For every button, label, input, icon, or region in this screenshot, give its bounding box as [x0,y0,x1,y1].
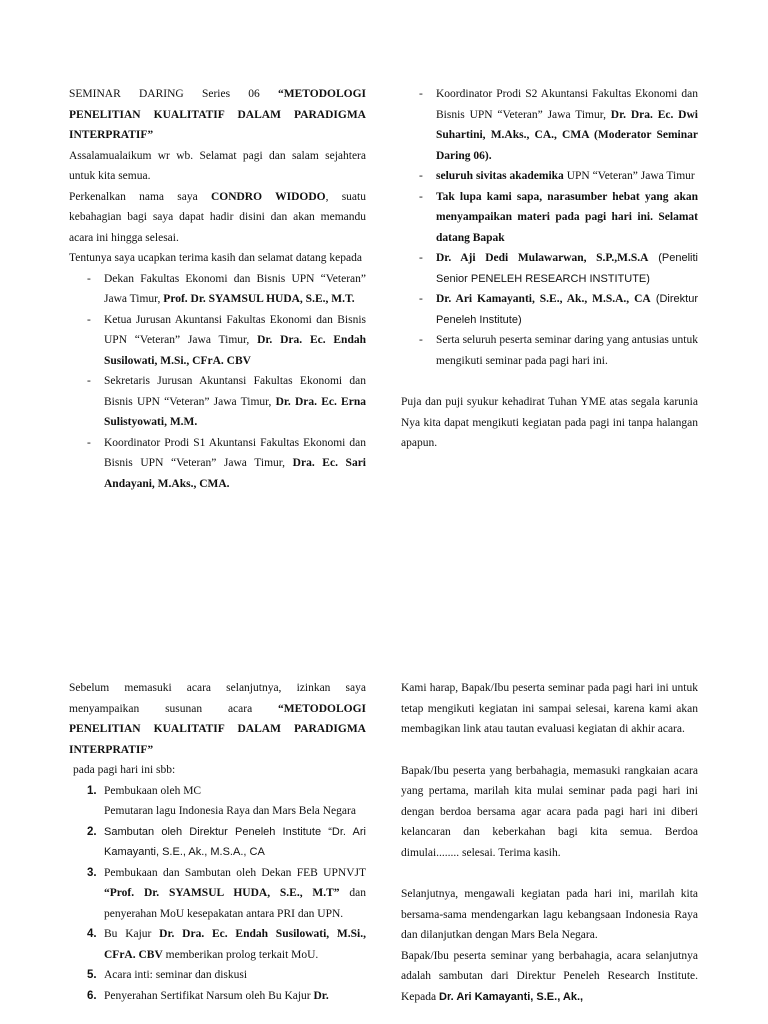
guest-column [401,84,698,454]
greeting: Assalamualaikum wr wb. Selamat pagi dan salam sejahtera untuk kita semua. [69,149,366,182]
item-number: 1. [87,784,97,797]
intro-text-end: , suatu kebahagian bagi saya dapat hadir disini dan akan memandu acara ini hingga selesai. [69,190,366,244]
agenda-intro [69,678,366,760]
agenda-intro-text: Sebelum memasuki acara selanjutnya, izinkan saya menyampaikan susunan acara [69,682,366,715]
guest-name: Dr. Aji Dedi Mulawarwan, S.P.,M.S.A [436,252,649,264]
item-text: Penyerahan Sertifikat Narsum oleh Bu Kajur [104,989,314,1002]
evaluation-paragraph: Kami harap, Bapak/Ibu peserta seminar pada pagi hari ini untuk tetap mengikuti kegiatan ini sampai selesai, karena kami akan membagikan link atau tautan evaluasi kegiatan di akhir acara. [401,682,698,735]
title-prefix: SEMINAR DARING Series 06 [69,88,279,100]
guest-role: Ketua Jurusan Akuntansi Fakultas Ekonomi dan Bisnis UPN “Veteran” Jawa Timur, [104,313,366,346]
list-item [69,269,366,310]
item-number: 4. [87,928,97,940]
guest-list-continued [401,84,698,371]
agenda-title: “METODOLOGI PENELITIAN KUALITATIF DALAM PARADIGMA INTERPRATIF” [69,702,366,756]
guest-name: Dr. Dra. Ec. Erna Sulistyowati, M.M. [104,395,366,428]
item-text: Pembukaan oleh MC [104,784,202,797]
list-item [401,84,698,166]
guest-note: (Direktur Peneleh Institute) [436,293,698,326]
item-text: Sambutan oleh Direktur Peneleh Institute “Dr. Ari Kamayanti, S.E., Ak., M.S.A., CA [104,825,366,858]
guest-name: Dr. Dra. Ec. Endah Susilowati, M.Si., CFrA. CBV [104,334,366,367]
agenda-item [69,822,366,863]
list-item [401,248,698,289]
gratitude-paragraph: Puja dan puji syukur kehadirat Tuhan YME atas segala karunia Nya kita dapat mengikuti kegiatan pada pagi ini tanpa halangan apapun. [401,396,698,449]
agenda-item [69,986,366,1007]
mc-name: CONDRO WIDODO [210,190,326,203]
speech-paragraph [401,946,698,1008]
list-item [401,166,698,187]
agenda-column [69,678,366,1006]
item-number: 3. [87,866,97,879]
prayer-paragraph: Bapak/Ibu peserta yang berbahagia, memasuki rangkaian acara yang pertama, marilah kita mulai seminar pada pagi hari ini dengan berdoa bersama agar acara pada pagi hari ini diberi kelancaran dan keberkahan bagi kita semua. Berdoa dimulai........ selesai. Terima kasih. [401,764,698,859]
guest-name: seluruh sivitas akademika [436,170,564,182]
item-bold: Dr. Dra. Ec. Endah Susilowati, M.Si., CFrA. CBV [104,928,367,961]
guest-role: Koordinator Prodi S1 Akuntansi Fakultas Ekonomi dan Bisnis UPN “Veteran” Jawa Timur, [104,436,366,469]
agenda-item [69,965,366,986]
agenda-lead: pada pagi hari ini sbb: [73,764,176,776]
welcome-text: Tentunya saya ucapkan terima kasih dan selamat datang kepada [69,252,362,264]
item-text-line2: Pemutaran lagu Indonesia Raya dan Mars Bela Negara [104,805,356,817]
item-text: Acara inti: seminar dan diskusi [104,969,248,981]
list-item [401,187,698,249]
opening-column [69,84,366,494]
item-text: Bu Kajur [104,928,160,940]
intro-text: Perkenalkan nama saya [69,190,211,203]
guest-role: Serta seluruh peserta seminar daring yang antusias untuk mengikuti seminar pada pagi hari ini. [436,334,698,367]
introduction [69,187,366,249]
list-item [69,310,366,372]
guest-name: Prof. Dr. SYAMSUL HUDA, S.E., M.T. [163,293,355,305]
item-text-end: memberikan prolog terkait MoU. [162,948,319,961]
guest-name: Dr. Dra. Ec. Dwi Suhartini, M.Aks., CA., CMA (Moderator Seminar Daring 06). [436,108,698,162]
agenda-item [69,781,366,822]
item-text: Pembukaan dan Sambutan oleh Dekan FEB UPNVJT [104,866,366,879]
agenda-list [69,781,366,1007]
list-item [401,289,698,330]
guest-role: Sekretaris Jurusan Akuntansi Fakultas Ekonomi dan Bisnis UPN “Veteran” Jawa Timur, [104,375,366,408]
speaker-name: Dr. Ari Kamayanti, S.E., Ak., [439,990,584,1003]
list-item [401,330,698,371]
anthem-paragraph: Selanjutnya, mengawali kegiatan pada hari ini, marilah kita bersama-sama mendengarkan lagu kebangsaan Indonesia Raya dan dilanjutkan dengan Mars Bela Negara. [401,888,698,941]
item-text-end: dan penyerahan MoU kesepakatan antara PRI dan UPN. [104,887,366,920]
guest-note: (Peneliti Senior PENELEH RESEARCH INSTITUTE) [436,252,698,285]
item-number: 6. [87,989,97,1002]
guest-note: UPN “Veteran” Jawa Timur [563,170,695,182]
guest-role: Koordinator Prodi S2 Akuntansi Fakultas Ekonomi dan Bisnis UPN “Veteran” Jawa Timur, [436,88,698,121]
guest-role: Dekan Fakultas Ekonomi dan Bisnis UPN “Veteran” Jawa Timur, [104,272,366,305]
guest-list [69,269,366,495]
item-number: 2. [87,825,97,838]
guest-name: Tak lupa kami sapa, narasumber hebat yang akan menyampaikan materi pada pagi hari ini. Selamat datang Bapak [436,190,698,244]
list-item [69,371,366,433]
guest-name: Dr. Ari Kamayanti, S.E., Ak., M.S.A., CA [436,293,651,305]
title-bold: “METODOLOGI PENELITIAN KUALITATIF DALAM PARADIGMA INTERPRATIF” [69,88,366,141]
speech-text: Bapak/Ibu peserta seminar yang berbahagia, acara selanjutnya adalah sambutan dari Direktur Peneleh Research Institute. Kepada [401,949,698,1003]
item-bold: “Prof. Dr. SYAMSUL HUDA, S.E., M.T” [104,887,340,899]
script-column [401,678,698,1007]
agenda-item [69,924,366,965]
list-item [69,433,366,495]
guest-name: Dra. Ec. Sari Andayani, M.Aks., CMA. [104,457,366,490]
agenda-item [69,863,366,925]
seminar-title [69,84,366,146]
item-number: 5. [87,969,97,981]
item-bold: Dr. [313,989,329,1002]
